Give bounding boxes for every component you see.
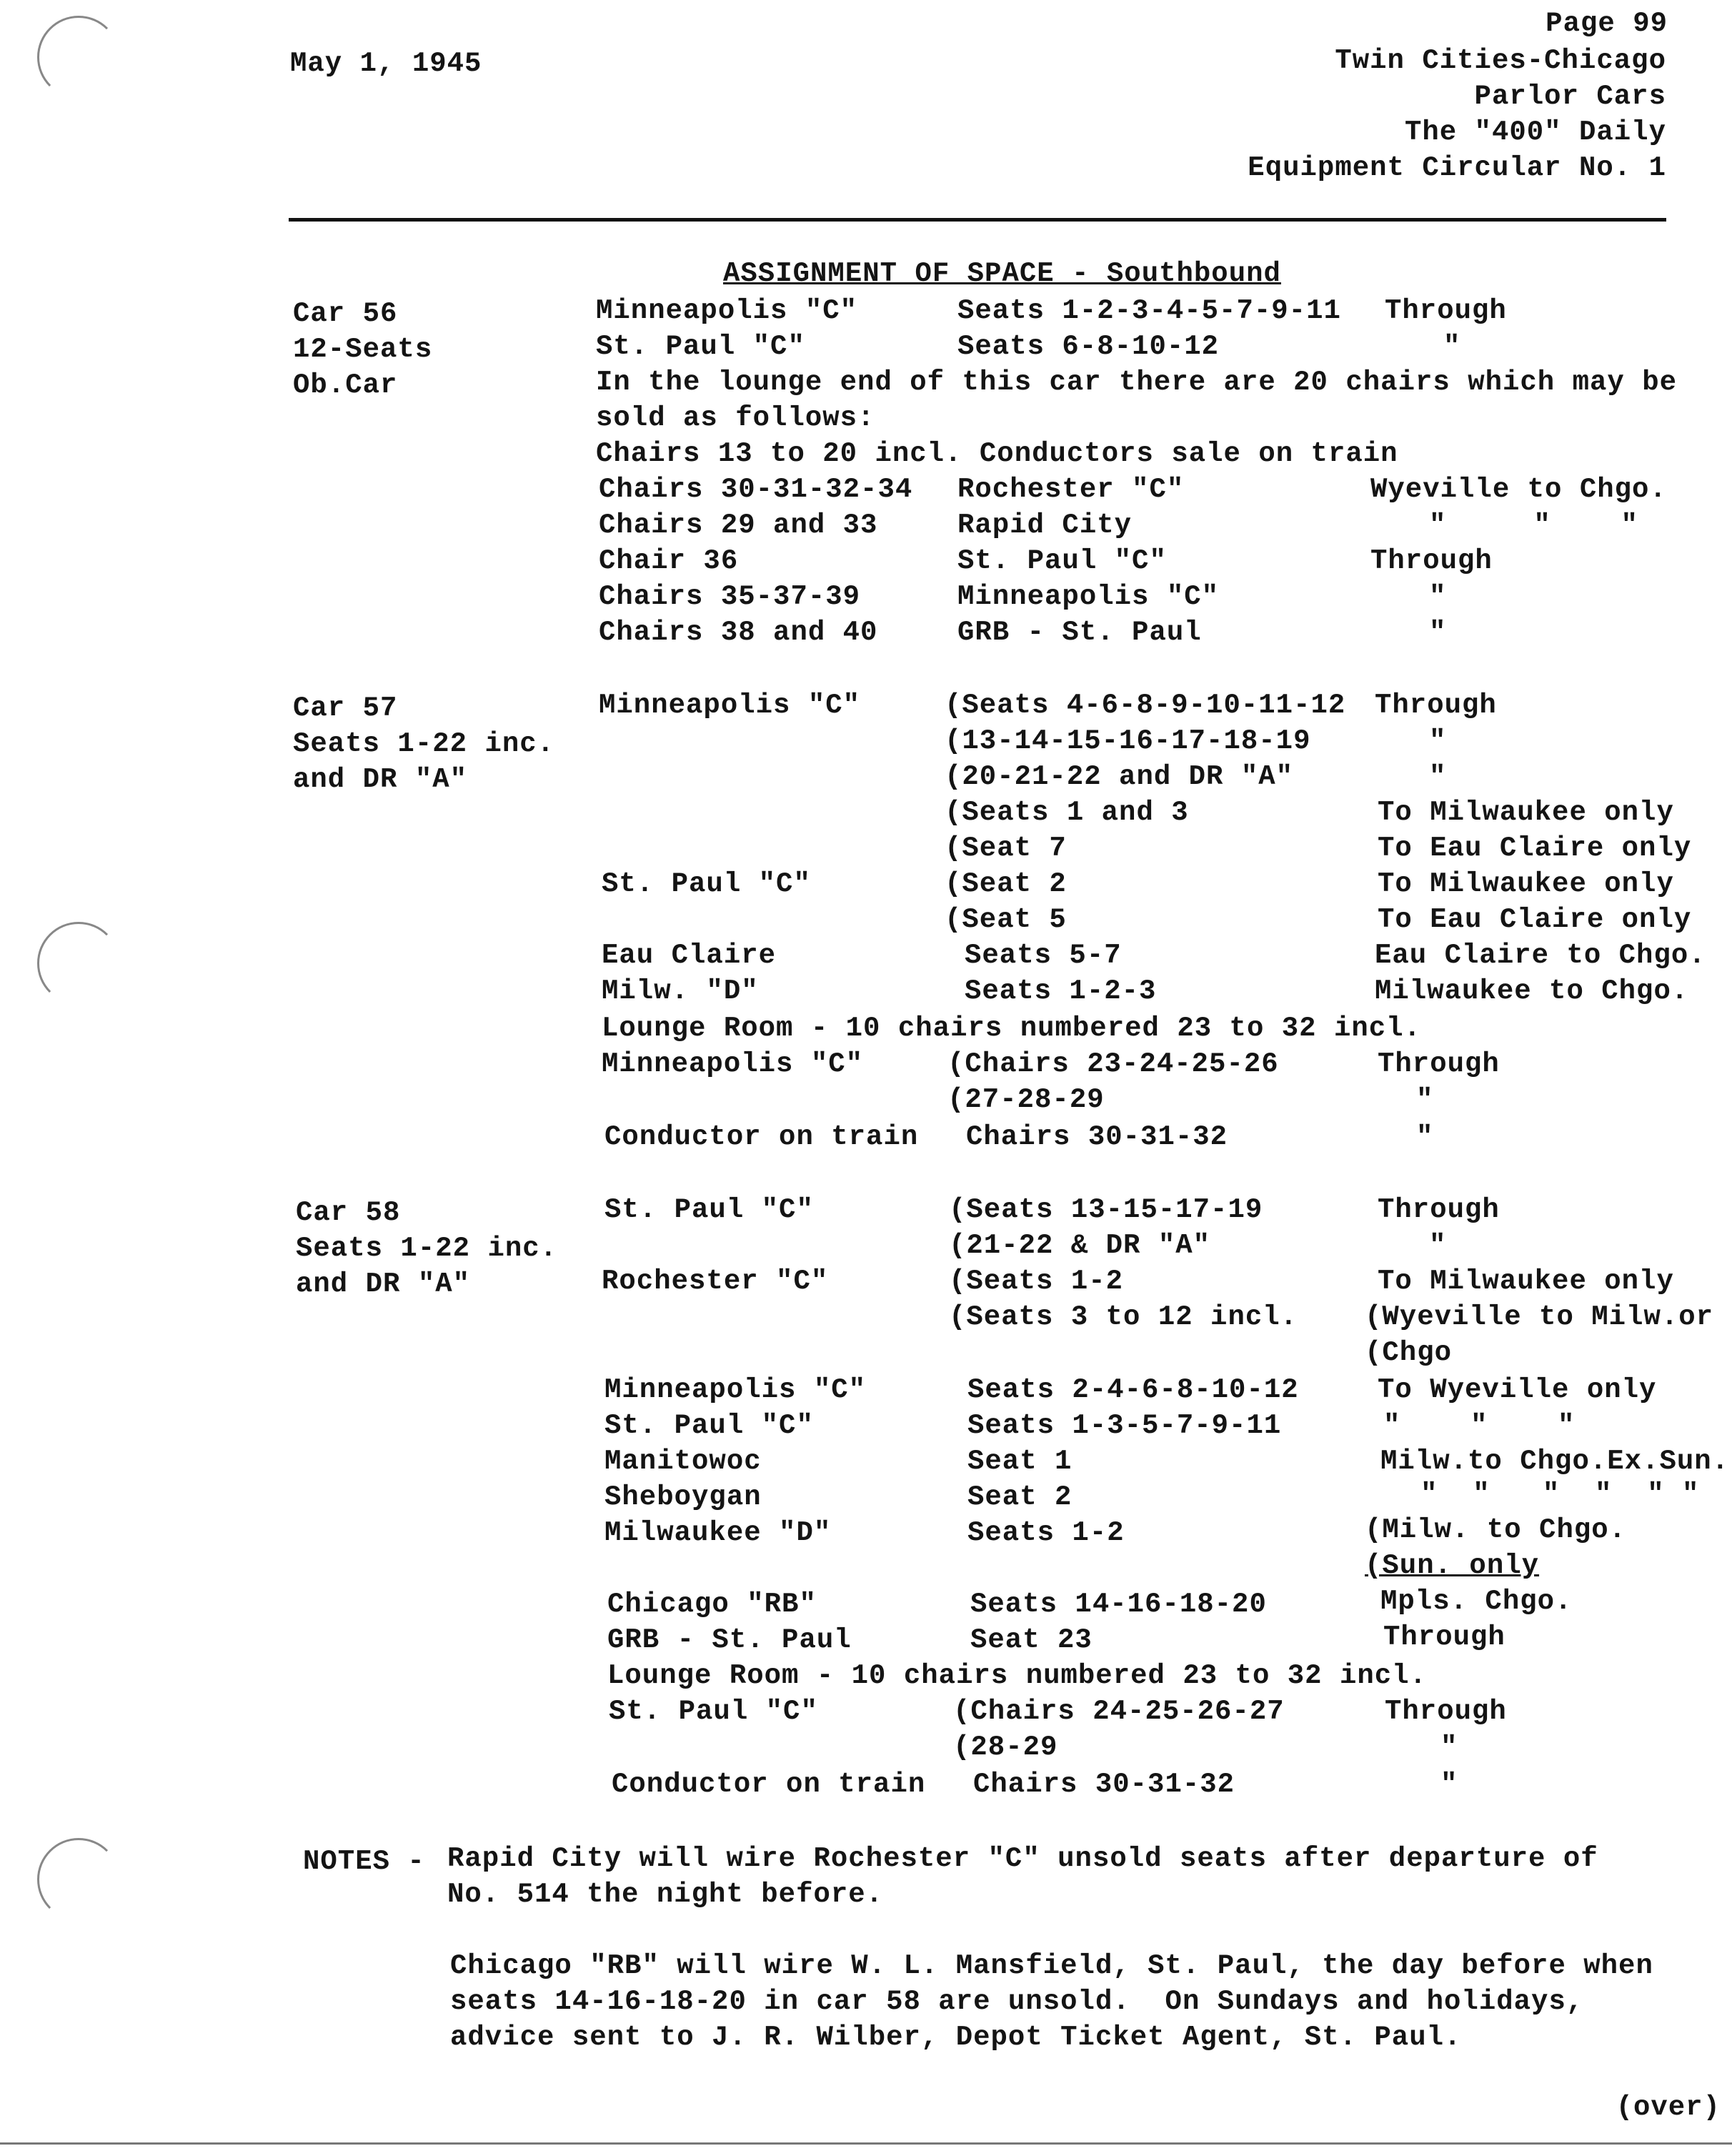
- assignment-seats: Seats 5-7: [965, 940, 1122, 971]
- assignment-origin: Minneapolis "C": [604, 1374, 867, 1406]
- assignment-seats: Seat 2: [967, 1481, 1072, 1513]
- assignment-destination: " " " " " ": [1420, 1479, 1700, 1510]
- lounge-origin: Conductor on train: [604, 1121, 919, 1153]
- lounge-origin: St. Paul "C": [609, 1696, 818, 1727]
- assignment-origin: St. Paul "C": [604, 1410, 814, 1441]
- circular-date: May 1, 1945: [290, 48, 482, 79]
- assignment-destination: Milw.to Chgo.Ex.Sun.: [1380, 1446, 1730, 1477]
- assignment-destination: (Sun. only: [1365, 1550, 1540, 1581]
- chair-numbers: Chair 36: [599, 545, 739, 577]
- assignment-origin: Rochester "C": [602, 1266, 829, 1297]
- assignment-origin: Minneapolis "C": [599, 690, 861, 721]
- chair-numbers: Chairs 30-31-32-34: [599, 474, 913, 505]
- assignment-destination: ": [1429, 725, 1447, 757]
- chair-destination: ": [1429, 617, 1447, 648]
- assignment-seats: Seats 6-8-10-12: [957, 331, 1220, 362]
- assignment-seats: Seats 1-2-3: [965, 975, 1157, 1007]
- lounge-chairs: (28-29: [953, 1732, 1058, 1763]
- assignment-origin: Milwaukee "D": [604, 1517, 832, 1549]
- assignment-origin: Eau Claire: [602, 940, 777, 971]
- car-label-line: 12-Seats: [293, 334, 433, 365]
- assignment-seats: (13-14-15-16-17-18-19: [945, 725, 1311, 757]
- car-label-line: Seats 1-22 inc.: [296, 1233, 558, 1264]
- assignment-seats: Seat 1: [967, 1446, 1072, 1477]
- note-line: Rapid City will wire Rochester "C" unsold seats after departure of: [447, 1843, 1598, 1874]
- assignment-seats: (Seat 7: [945, 833, 1067, 864]
- assignment-destination: Mpls. Chgo.: [1380, 1586, 1573, 1617]
- punch-hole-middle: [37, 922, 120, 1005]
- over-indicator: (over): [1616, 2092, 1721, 2123]
- assignment-origin: Minneapolis "C": [596, 295, 858, 327]
- assignment-destination: ": [1429, 1230, 1447, 1261]
- chair-origin: St. Paul "C": [957, 545, 1167, 577]
- lounge-room-line: Lounge Room - 10 chairs numbered 23 to 32 incl.: [607, 1660, 1427, 1691]
- assignment-origin: St. Paul "C": [596, 331, 805, 362]
- assignment-origin: GRB - St. Paul: [607, 1624, 852, 1656]
- lounge-description: In the lounge end of this car there are 20 chairs which may be: [596, 367, 1678, 398]
- note-line: advice sent to J. R. Wilber, Depot Ticket Agent, St. Paul.: [450, 2022, 1462, 2053]
- lounge-description: Chairs 13 to 20 incl. Conductors sale on train: [596, 438, 1398, 470]
- assignment-destination: Through: [1383, 1621, 1505, 1653]
- assignment-seats: (Seats 1-2: [949, 1266, 1124, 1297]
- chair-numbers: Chairs 35-37-39: [599, 581, 861, 612]
- note-line: Chicago "RB" will wire W. L. Mansfield, St. Paul, the day before when: [450, 1950, 1653, 1982]
- lounge-destination: Through: [1385, 1696, 1507, 1727]
- car-label-line: Car 58: [296, 1197, 401, 1228]
- assignment-origin: Sheboygan: [604, 1481, 762, 1513]
- lounge-destination: ": [1440, 1769, 1458, 1800]
- assignment-destination: Through: [1375, 690, 1497, 721]
- assignment-seats: (Seats 3 to 12 incl.: [949, 1301, 1298, 1333]
- service-type: Parlor Cars: [1474, 81, 1666, 112]
- notes-label: NOTES -: [303, 1846, 425, 1877]
- chair-origin: Rapid City: [957, 510, 1133, 541]
- assignment-origin: St. Paul "C": [604, 1194, 814, 1226]
- lounge-destination: ": [1416, 1121, 1434, 1153]
- assignment-seats: (21-22 & DR "A": [949, 1230, 1211, 1261]
- chair-origin: Minneapolis "C": [957, 581, 1220, 612]
- route-name: Twin Cities-Chicago: [1335, 45, 1666, 76]
- assignment-seats: Seats 1-2-3-4-5-7-9-11: [957, 295, 1341, 327]
- lounge-chairs: Chairs 30-31-32: [966, 1121, 1228, 1153]
- section-title: ASSIGNMENT OF SPACE - Southbound: [723, 258, 1281, 289]
- train-name: The "400" Daily: [1404, 116, 1666, 148]
- assignment-seats: Seats 2-4-6-8-10-12: [967, 1374, 1299, 1406]
- car-label-line: Ob.Car: [293, 369, 398, 401]
- chair-destination: Through: [1370, 545, 1493, 577]
- assignment-destination: Through: [1385, 295, 1507, 327]
- chair-destination: Wyeville to Chgo.: [1370, 474, 1667, 505]
- lounge-chairs: (27-28-29: [947, 1084, 1105, 1116]
- assignment-destination: To Eau Claire only: [1378, 904, 1692, 935]
- car-label-line: Car 56: [293, 298, 398, 329]
- note-line: seats 14-16-18-20 in car 58 are unsold. On Sundays and holidays,: [450, 1986, 1584, 2017]
- assignment-seats: (20-21-22 and DR "A": [945, 761, 1294, 793]
- assignment-seats: Seat 23: [970, 1624, 1093, 1656]
- assignment-destination: To Wyeville only: [1378, 1374, 1657, 1406]
- car-label-line: Seats 1-22 inc.: [293, 728, 555, 760]
- chair-numbers: Chairs 29 and 33: [599, 510, 878, 541]
- page-edge: [0, 2142, 1732, 2145]
- note-line: No. 514 the night before.: [447, 1879, 884, 1910]
- lounge-destination: ": [1440, 1732, 1458, 1763]
- assignment-seats: (Seat 2: [945, 868, 1067, 900]
- lounge-chairs: (Chairs 23-24-25-26: [947, 1048, 1279, 1080]
- assignment-origin: Milw. "D": [602, 975, 759, 1007]
- assignment-seats: Seats 1-2: [967, 1517, 1125, 1549]
- assignment-seats: (Seats 4-6-8-9-10-11-12: [945, 690, 1346, 721]
- assignment-destination: To Milwaukee only: [1378, 868, 1674, 900]
- assignment-destination: To Eau Claire only: [1378, 833, 1692, 864]
- assignment-seats: Seats 14-16-18-20: [970, 1589, 1267, 1620]
- assignment-destination: (Milw. to Chgo.: [1365, 1514, 1627, 1546]
- assignment-destination: Milwaukee to Chgo.: [1375, 975, 1689, 1007]
- lounge-description: sold as follows:: [596, 402, 875, 434]
- assignment-destination: ": [1429, 761, 1447, 793]
- chair-destination: " " ": [1429, 510, 1638, 541]
- assignment-destination: To Milwaukee only: [1378, 797, 1674, 828]
- assignment-origin: Chicago "RB": [607, 1589, 817, 1620]
- assignment-destination: (Chgo: [1365, 1337, 1453, 1368]
- lounge-chairs: (Chairs 24-25-26-27: [953, 1696, 1285, 1727]
- car-label-line: Car 57: [293, 692, 398, 724]
- chair-origin: GRB - St. Paul: [957, 617, 1202, 648]
- lounge-destination: ": [1416, 1084, 1434, 1116]
- assignment-destination: Eau Claire to Chgo.: [1375, 940, 1706, 971]
- page-number: Page 99: [1546, 8, 1668, 39]
- assignment-destination: Through: [1378, 1194, 1500, 1226]
- chair-destination: ": [1429, 581, 1447, 612]
- assignment-destination: To Milwaukee only: [1378, 1266, 1674, 1297]
- header-rule: [289, 218, 1666, 222]
- lounge-origin: Minneapolis "C": [602, 1048, 864, 1080]
- lounge-origin: Conductor on train: [612, 1769, 926, 1800]
- lounge-destination: Through: [1378, 1048, 1500, 1080]
- circular-number: Equipment Circular No. 1: [1248, 152, 1666, 184]
- lounge-room-line: Lounge Room - 10 chairs numbered 23 to 32 incl.: [602, 1013, 1421, 1044]
- assignment-destination: " " ": [1383, 1410, 1576, 1441]
- punch-hole-top: [37, 16, 120, 99]
- assignment-seats: (Seats 1 and 3: [945, 797, 1189, 828]
- car-label-line: and DR "A": [296, 1268, 471, 1300]
- assignment-origin: St. Paul "C": [602, 868, 811, 900]
- assignment-seats: (Seats 13-15-17-19: [949, 1194, 1263, 1226]
- assignment-seats: Seats 1-3-5-7-9-11: [967, 1410, 1282, 1441]
- chair-numbers: Chairs 38 and 40: [599, 617, 878, 648]
- assignment-destination: ": [1443, 331, 1461, 362]
- lounge-chairs: Chairs 30-31-32: [973, 1769, 1235, 1800]
- assignment-origin: Manitowoc: [604, 1446, 762, 1477]
- chair-origin: Rochester "C": [957, 474, 1185, 505]
- punch-hole-bottom: [37, 1838, 120, 1921]
- assignment-destination: (Wyeville to Milw.or: [1365, 1301, 1714, 1333]
- car-label-line: and DR "A": [293, 764, 468, 795]
- assignment-seats: (Seat 5: [945, 904, 1067, 935]
